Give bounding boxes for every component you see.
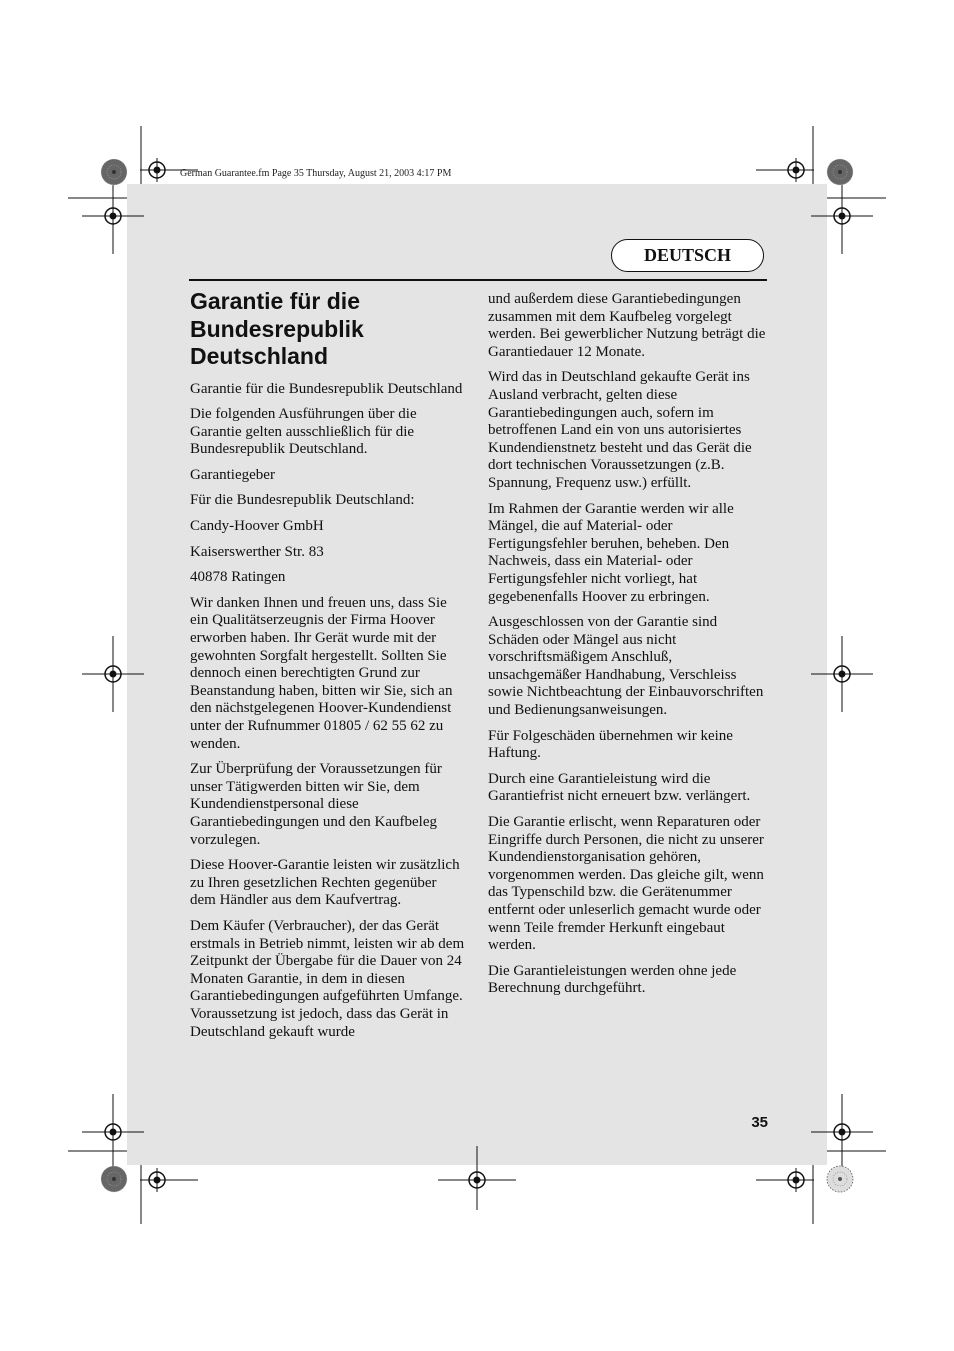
paragraph: Ausgeschlossen von der Garantie sind Schäden oder Mängel aus nicht vorschriftsmäßigem Anschluß, unsachgemäßer Handhabung, Verschleiss sowie Nichtbeachtung der Einbauvorschriften und Bedienungsanweisungen. bbox=[488, 614, 764, 719]
paragraph: Wir danken Ihnen und freuen uns, dass Sie ein Qualitätserzeugnis der Firma Hoover erworben haben. Ihr Gerät wurde mit der gewohnten Sorgfalt hergestellt. Sollten Sie dennoch einen berechtigten Grund zur Beanstandung haben, bitten wir Sie, sich an den nächstgelegenen Hoover-Kundendienst unter der Rufnummer 01805 / 62 55 62 zu wenden. bbox=[190, 594, 453, 752]
page-title: Garantie für die Bundesrepublik Deutschland bbox=[190, 288, 364, 369]
paragraph: Durch eine Garantieleistung wird die Garantiefrist nicht erneuert bzw. verlängert. bbox=[488, 770, 751, 805]
paragraph: Zur Überprüfung der Voraussetzungen für unser Tätigwerden bitten wir Sie, dem Kundendienstpersonal diese Garantiebedingungen und den Kaufbeleg vorzulegen. bbox=[190, 761, 442, 848]
paragraph: Im Rahmen der Garantie werden wir alle Mängel, die auf Material- oder Fertigungsfehler beruhen, beheben. Den Nachweis, dass ein Material- oder Fertigungsfehler nicht vorliegt, hat gegebenenfalls Hoover zu erbringen. bbox=[488, 500, 734, 605]
right-column bbox=[488, 291, 768, 1006]
paragraph: 40878 Ratingen bbox=[190, 569, 286, 586]
paragraph: und außerdem diese Garantiebedingungen zusammen mit dem Kaufbeleg vorgelegt werden. Bei gewerblicher Nutzung beträgt die Garantiedauer 12 Monate. bbox=[488, 291, 766, 360]
paragraph: Candy-Hoover GmbH bbox=[190, 518, 324, 535]
paragraph: Garantiegeber bbox=[190, 466, 275, 483]
left-column bbox=[190, 288, 465, 1049]
file-info-header: German Guarantee.fm Page 35 Thursday, August 21, 2003 4:17 PM bbox=[180, 168, 452, 179]
paragraph: Für die Bundesrepublik Deutschland: bbox=[190, 492, 415, 509]
paragraph: Für Folgeschäden übernehmen wir keine Haftung. bbox=[488, 727, 733, 762]
language-badge: DEUTSCH bbox=[611, 239, 764, 272]
paragraph: Diese Hoover-Garantie leisten wir zusätzlich zu Ihren gesetzlichen Rechten gegenüber dem Händler aus dem Kaufvertrag. bbox=[190, 857, 460, 909]
paragraph: Die Garantie erlischt, wenn Reparaturen oder Eingriffe durch Personen, die nicht zu unserer Kundendienstorganisation gehören, vorgenommen werden. Das gleiche gilt, wenn das Typenschild bzw. die Gerätenummer entfernt oder unleserlich gemacht wurde oder wenn Teile fremder Herkunft eingebaut werden. bbox=[488, 814, 764, 954]
paragraph: Die folgenden Ausführungen über die Garantie gelten ausschließlich für die Bundesrepublik Deutschland. bbox=[190, 406, 417, 458]
paragraph: Wird das in Deutschland gekaufte Gerät ins Ausland verbracht, gelten diese Garantiebedingungen auch, sofern im betroffenen Land ein von uns autorisiertes Kundendienstnetz besteht und das Gerät die dort technischen Voraussetzungen (z.B. Spannung, Frequenz usw.) erfüllt. bbox=[488, 369, 752, 491]
page-number: 35 bbox=[751, 1114, 768, 1131]
paragraph: Die Garantieleistungen werden ohne jede Berechnung durchgeführt. bbox=[488, 962, 737, 997]
header-rule bbox=[189, 279, 767, 281]
paragraph: Kaiserswerther Str. 83 bbox=[190, 543, 324, 560]
paragraph: Dem Käufer (Verbraucher), der das Gerät erstmals in Betrieb nimmt, leisten wir ab dem Zeitpunkt der Übergabe für die Dauer von 24 Monaten Garantie, in dem in diesen Garantiebedingungen aufgeführten Umfange. Voraussetzung ist jedoch, dass das Gerät in Deutschland gekauft wurde bbox=[190, 917, 465, 1040]
paragraph: Garantie für die Bundesrepublik Deutschland bbox=[190, 380, 463, 397]
